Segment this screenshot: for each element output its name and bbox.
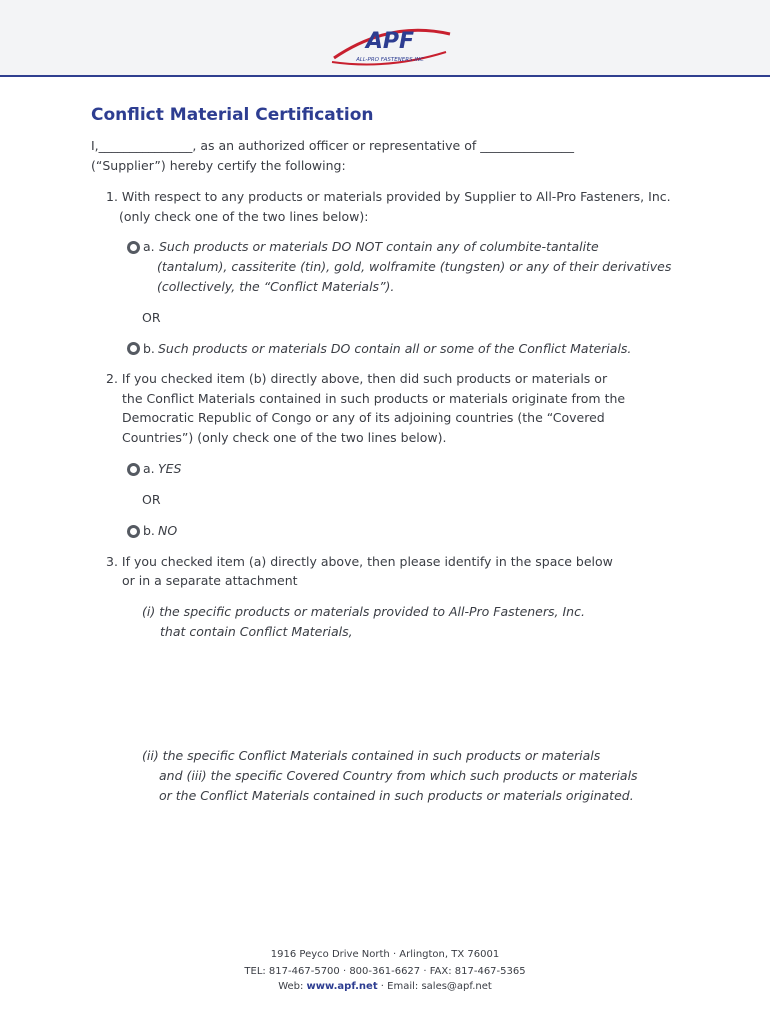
website-link[interactable]: www.apf.net — [306, 981, 378, 992]
item2-option-b-prefix: b. — [143, 523, 155, 538]
item2-option-a-radio[interactable] — [127, 463, 140, 476]
logo-main-text: APF — [365, 29, 415, 54]
footer-contact — [0, 981, 770, 992]
item2-or: OR — [142, 492, 161, 507]
item1-option-a-line-2: (tantalum), cassiterite (tin), gold, wolframite (tungsten) or any of their derivatives — [157, 259, 672, 274]
item1-line-1: 1. With respect to any products or materials provided by Supplier to All-Pro Fasteners, Inc. — [106, 189, 671, 204]
item3-part-ii-line-3: or the Conflict Materials contained in such products or materials originated. — [159, 788, 634, 803]
item2-option-a-prefix: a. — [143, 461, 155, 476]
item2-option-b-radio[interactable] — [127, 525, 140, 538]
item1-or: OR — [142, 310, 161, 325]
logo-sub-text: ALL-PRO FASTENERS INC — [356, 57, 424, 63]
item1-option-a-line-1: Such products or materials DO NOT contain any of columbite-tantalite — [159, 239, 599, 254]
footer-email-separator: · Email: — [377, 981, 422, 992]
email-link[interactable]: sales@apf.net — [421, 981, 492, 992]
item2-line-1: 2. If you checked item (b) directly above, then did such products or materials or — [106, 371, 608, 386]
item2-option-b-text: NO — [158, 523, 178, 538]
header-band — [0, 0, 770, 77]
item2-line-3: Democratic Republic of Congo or any of its adjoining countries (the “Covered — [122, 410, 605, 425]
item1-option-a-radio[interactable] — [127, 241, 140, 254]
intro-line-2: (“Supplier”) hereby certify the following: — [91, 158, 346, 173]
item2-option-a-text: YES — [158, 461, 182, 476]
item3-line-1: 3. If you checked item (a) directly above, then please identify in the space below — [106, 554, 613, 569]
footer-phones: TEL: 817-467-5700 · 800-361-6627 · FAX: 817-467-5365 — [244, 966, 526, 977]
item3-line-2: or in a separate attachment — [122, 573, 298, 588]
item3-part-ii-line-2: and (iii) the specific Covered Country from which such products or materials — [159, 768, 638, 783]
item3-part-i-line-2: that contain Conflict Materials, — [160, 624, 353, 639]
item1-option-a-line-3: (collectively, the “Conflict Materials”). — [157, 279, 395, 294]
item3-part-i-line-1: (i) the specific products or materials provided to All-Pro Fasteners, Inc. — [142, 604, 585, 619]
item3-part-ii-line-1: (ii) the specific Conflict Materials contained in such products or materials — [142, 748, 601, 763]
item2-line-4: Countries”) (only check one of the two lines below). — [122, 430, 447, 445]
item2-line-2: the Conflict Materials contained in such products or materials originate from the — [122, 391, 626, 406]
footer-web-label: Web: — [278, 981, 304, 992]
intro-line-1: I,_______________, as an authorized officer or representative of _______________ — [91, 138, 574, 153]
apf-logo — [328, 18, 452, 72]
item1-line-2: (only check one of the two lines below): — [119, 209, 369, 224]
item1-option-b-text: Such products or materials DO contain all or some of the Conflict Materials. — [158, 341, 632, 356]
page-title: Conflict Material Certification — [91, 105, 374, 125]
footer-address: 1916 Peyco Drive North · Arlington, TX 76001 — [270, 949, 500, 960]
item1-option-b-prefix: b. — [143, 341, 155, 356]
item1-option-b-radio[interactable] — [127, 342, 140, 355]
item1-option-a-prefix: a. — [143, 239, 155, 254]
